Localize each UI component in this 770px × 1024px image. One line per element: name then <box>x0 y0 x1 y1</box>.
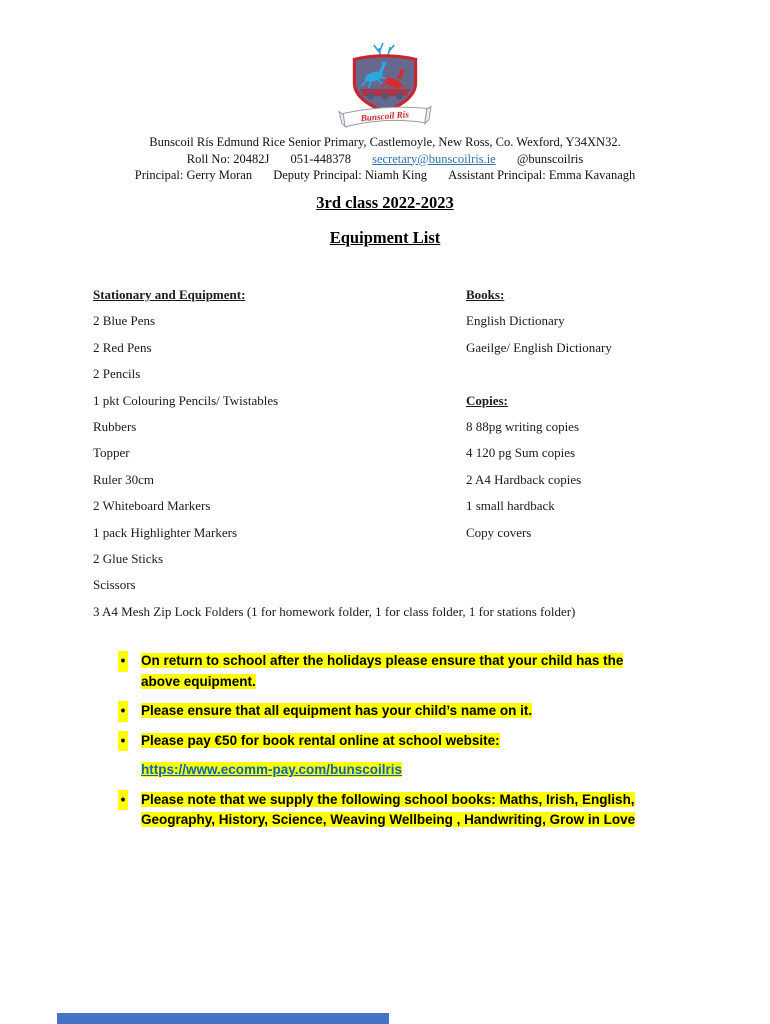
email-link[interactable]: secretary@bunscoilris.ie <box>372 151 496 166</box>
note-text-wrap <box>141 701 656 722</box>
highlighted-notes <box>118 651 670 840</box>
list-item: 2 Pencils <box>93 366 141 382</box>
bullet-dot-icon: • <box>118 701 128 722</box>
list-item: Rubbers <box>93 418 137 434</box>
payment-link-row <box>141 760 670 781</box>
bullet-dot-icon: • <box>118 731 128 752</box>
document-titles <box>0 193 770 263</box>
list-item: 2 Blue Pens <box>93 313 156 329</box>
list-item: 2 Glue Sticks <box>93 550 164 566</box>
copies-heading: Copies: <box>466 392 508 408</box>
list-item: 3 A4 Mesh Zip Lock Folders (1 for homework folder, 1 for class folder, 1 for stations folder) <box>93 603 576 619</box>
assistant-principal-name: Assistant Principal: Emma Kavanagh <box>448 168 636 182</box>
list-item: 4 120 pg Sum copies <box>466 445 576 461</box>
payment-link[interactable]: https://www.ecomm-pay.com/bunscoilris <box>141 762 403 777</box>
phone-number: 051-448378 <box>290 151 351 166</box>
note-text-wrap <box>141 731 656 752</box>
list-item: 2 Red Pens <box>93 339 152 355</box>
books-copies-column <box>466 282 756 546</box>
list-item: 8 88pg writing copies <box>466 418 580 434</box>
crest-graphic <box>337 42 433 136</box>
list-item: Copy covers <box>466 524 532 540</box>
list-item: 1 pack Highlighter Markers <box>93 524 238 540</box>
list-item: 1 pkt Colouring Pencils/ Twistables <box>93 392 279 408</box>
twitter-handle: @bunscoilris <box>516 151 584 166</box>
note-text-wrap <box>141 651 656 692</box>
bullet-dot-icon: • <box>118 651 128 672</box>
note-bullet <box>118 731 670 752</box>
list-item: 2 Whiteboard Markers <box>93 498 211 514</box>
bottom-blue-bar <box>57 1013 389 1024</box>
list-item: Topper <box>93 445 130 461</box>
ribbon-banner <box>339 106 431 126</box>
school-contact-line <box>0 151 770 168</box>
note-bullet <box>118 701 670 722</box>
list-item: Ruler 30cm <box>93 471 155 487</box>
note-text: Please note that we supply the following school books: Maths, Irish, English, Geography, History, Science, Weaving Wellbeing , Handwriting, Grow in Love <box>141 791 636 827</box>
note-text: Please ensure that all equipment has your child’s name on it. <box>141 703 533 718</box>
books-heading: Books: <box>466 287 505 302</box>
deputy-principal-name: Deputy Principal: Niamh King <box>273 168 427 182</box>
list-item: Scissors <box>93 577 136 593</box>
school-header <box>0 134 770 184</box>
school-staff-line <box>0 167 770 184</box>
list-item: 1 small hardback <box>466 498 555 514</box>
class-title: 3rd class 2022-2023 <box>316 193 454 212</box>
school-crest-logo <box>337 42 433 136</box>
roll-number: Roll No: 20482J <box>186 151 270 166</box>
bullet-dot-icon: • <box>118 790 128 811</box>
note-text-wrap <box>141 790 656 831</box>
page-title: Equipment List <box>329 228 441 247</box>
stationary-heading: Stationary and Equipment: <box>93 287 246 302</box>
spacer-row <box>466 361 756 387</box>
note-bullet <box>118 651 670 692</box>
note-bullet <box>118 790 670 831</box>
note-text: Please pay €50 for book rental online at school website: <box>141 732 500 748</box>
school-address-line: Bunscoil Rís Edmund Rice Senior Primary, Castlemoyle, New Ross, Co. Wexford, Y34XN32. <box>149 135 621 149</box>
note-text: On return to school after the holidays please ensure that your child has the above equipment. <box>141 653 624 689</box>
ribbon-text: Bunscoil Rís <box>360 109 410 124</box>
principal-name: Principal: Gerry Moran <box>134 168 253 182</box>
list-item: Gaeilge/ English Dictionary <box>466 339 612 355</box>
list-item: 2 A4 Hardback copies <box>466 471 582 487</box>
list-item: English Dictionary <box>466 313 565 329</box>
